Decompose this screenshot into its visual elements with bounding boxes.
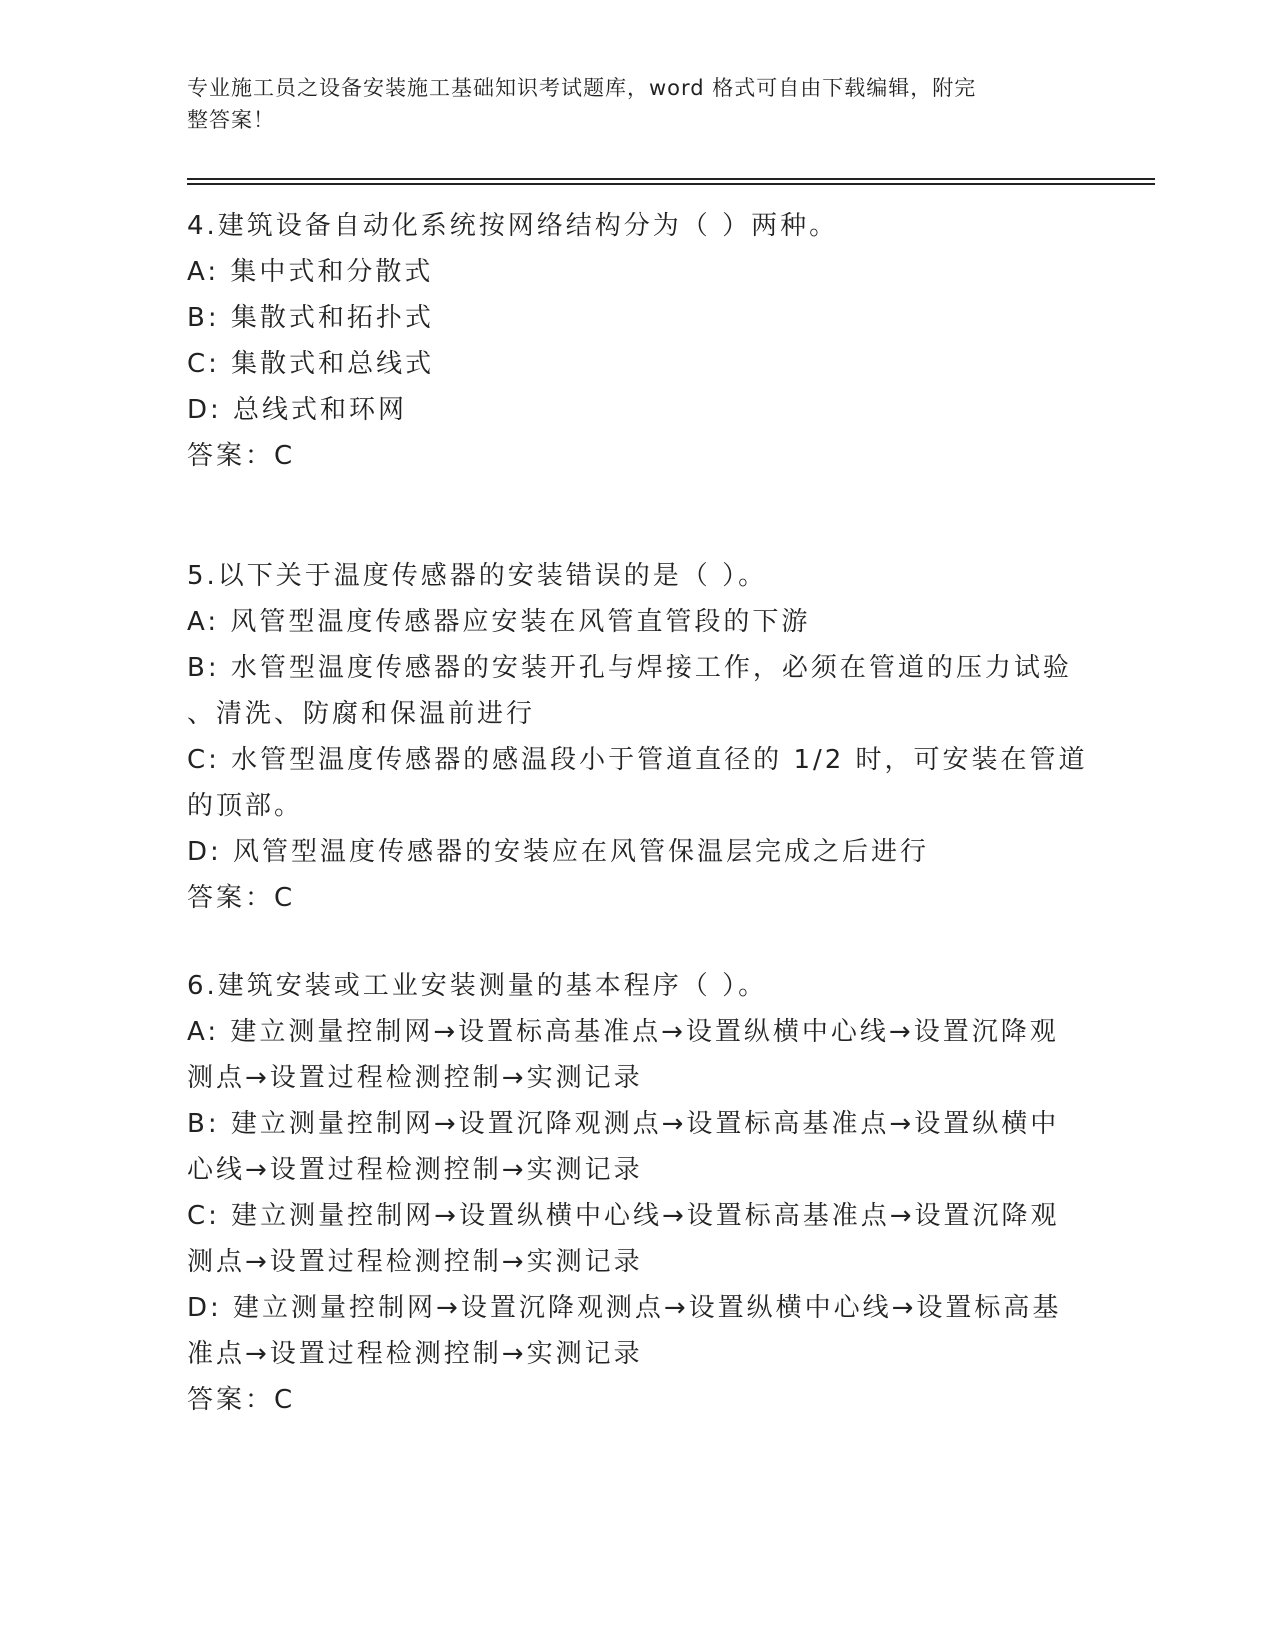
option-b: B: 集散式和拓扑式 xyxy=(187,303,434,333)
answer-line: 答案：C xyxy=(187,883,296,913)
document-header xyxy=(187,72,1087,136)
header-divider-bottom xyxy=(187,183,1155,185)
option-b-continued: 心线→设置过程检测控制→实测记录 xyxy=(187,1155,643,1185)
option-c: C: 集散式和总线式 xyxy=(187,349,435,379)
answer-line: 答案：C xyxy=(187,1385,296,1415)
question-5 xyxy=(187,553,1087,921)
option-b-continued: 、清洗、防腐和保温前进行 xyxy=(187,699,536,729)
option-a-continued: 测点→设置过程检测控制→实测记录 xyxy=(187,1063,643,1093)
option-a: A: 风管型温度传感器应安装在风管直管段的下游 xyxy=(187,607,811,637)
option-d: D: 建立测量控制网→设置沉降观测点→设置纵横中心线→设置标高基 xyxy=(187,1293,1062,1323)
option-d: D: 总线式和环网 xyxy=(187,395,408,425)
question-stem: 4.建筑设备自动化系统按网络结构分为（ ）两种。 xyxy=(187,211,839,241)
header-line-2: 整答案！ xyxy=(187,108,275,132)
option-a: A: 建立测量控制网→设置标高基准点→设置纵横中心线→设置沉降观 xyxy=(187,1017,1059,1047)
option-b: B: 水管型温度传感器的安装开孔与焊接工作，必须在管道的压力试验 xyxy=(187,653,1072,683)
question-4 xyxy=(187,203,1087,479)
option-c: C: 建立测量控制网→设置纵横中心线→设置标高基准点→设置沉降观 xyxy=(187,1201,1060,1231)
option-d-continued: 准点→设置过程检测控制→实测记录 xyxy=(187,1339,643,1369)
header-line-1: 专业施工员之设备安装施工基础知识考试题库，word 格式可自由下载编辑，附完 xyxy=(187,76,977,100)
option-c: C: 水管型温度传感器的感温段小于管道直径的 1/2 时，可安装在管道 xyxy=(187,745,1088,775)
answer-line: 答案：C xyxy=(187,441,296,471)
question-stem: 6.建筑安装或工业安装测量的基本程序（ ）。 xyxy=(187,971,768,1001)
question-6 xyxy=(187,963,1087,1423)
option-c-continued: 的顶部。 xyxy=(187,791,304,821)
option-a: A: 集中式和分散式 xyxy=(187,257,434,287)
header-divider-top xyxy=(187,178,1155,180)
option-c-continued: 测点→设置过程检测控制→实测记录 xyxy=(187,1247,643,1277)
option-b: B: 建立测量控制网→设置沉降观测点→设置标高基准点→设置纵横中 xyxy=(187,1109,1060,1139)
question-stem: 5.以下关于温度传感器的安装错误的是（ ）。 xyxy=(187,561,768,591)
option-d: D: 风管型温度传感器的安装应在风管保温层完成之后进行 xyxy=(187,837,930,867)
